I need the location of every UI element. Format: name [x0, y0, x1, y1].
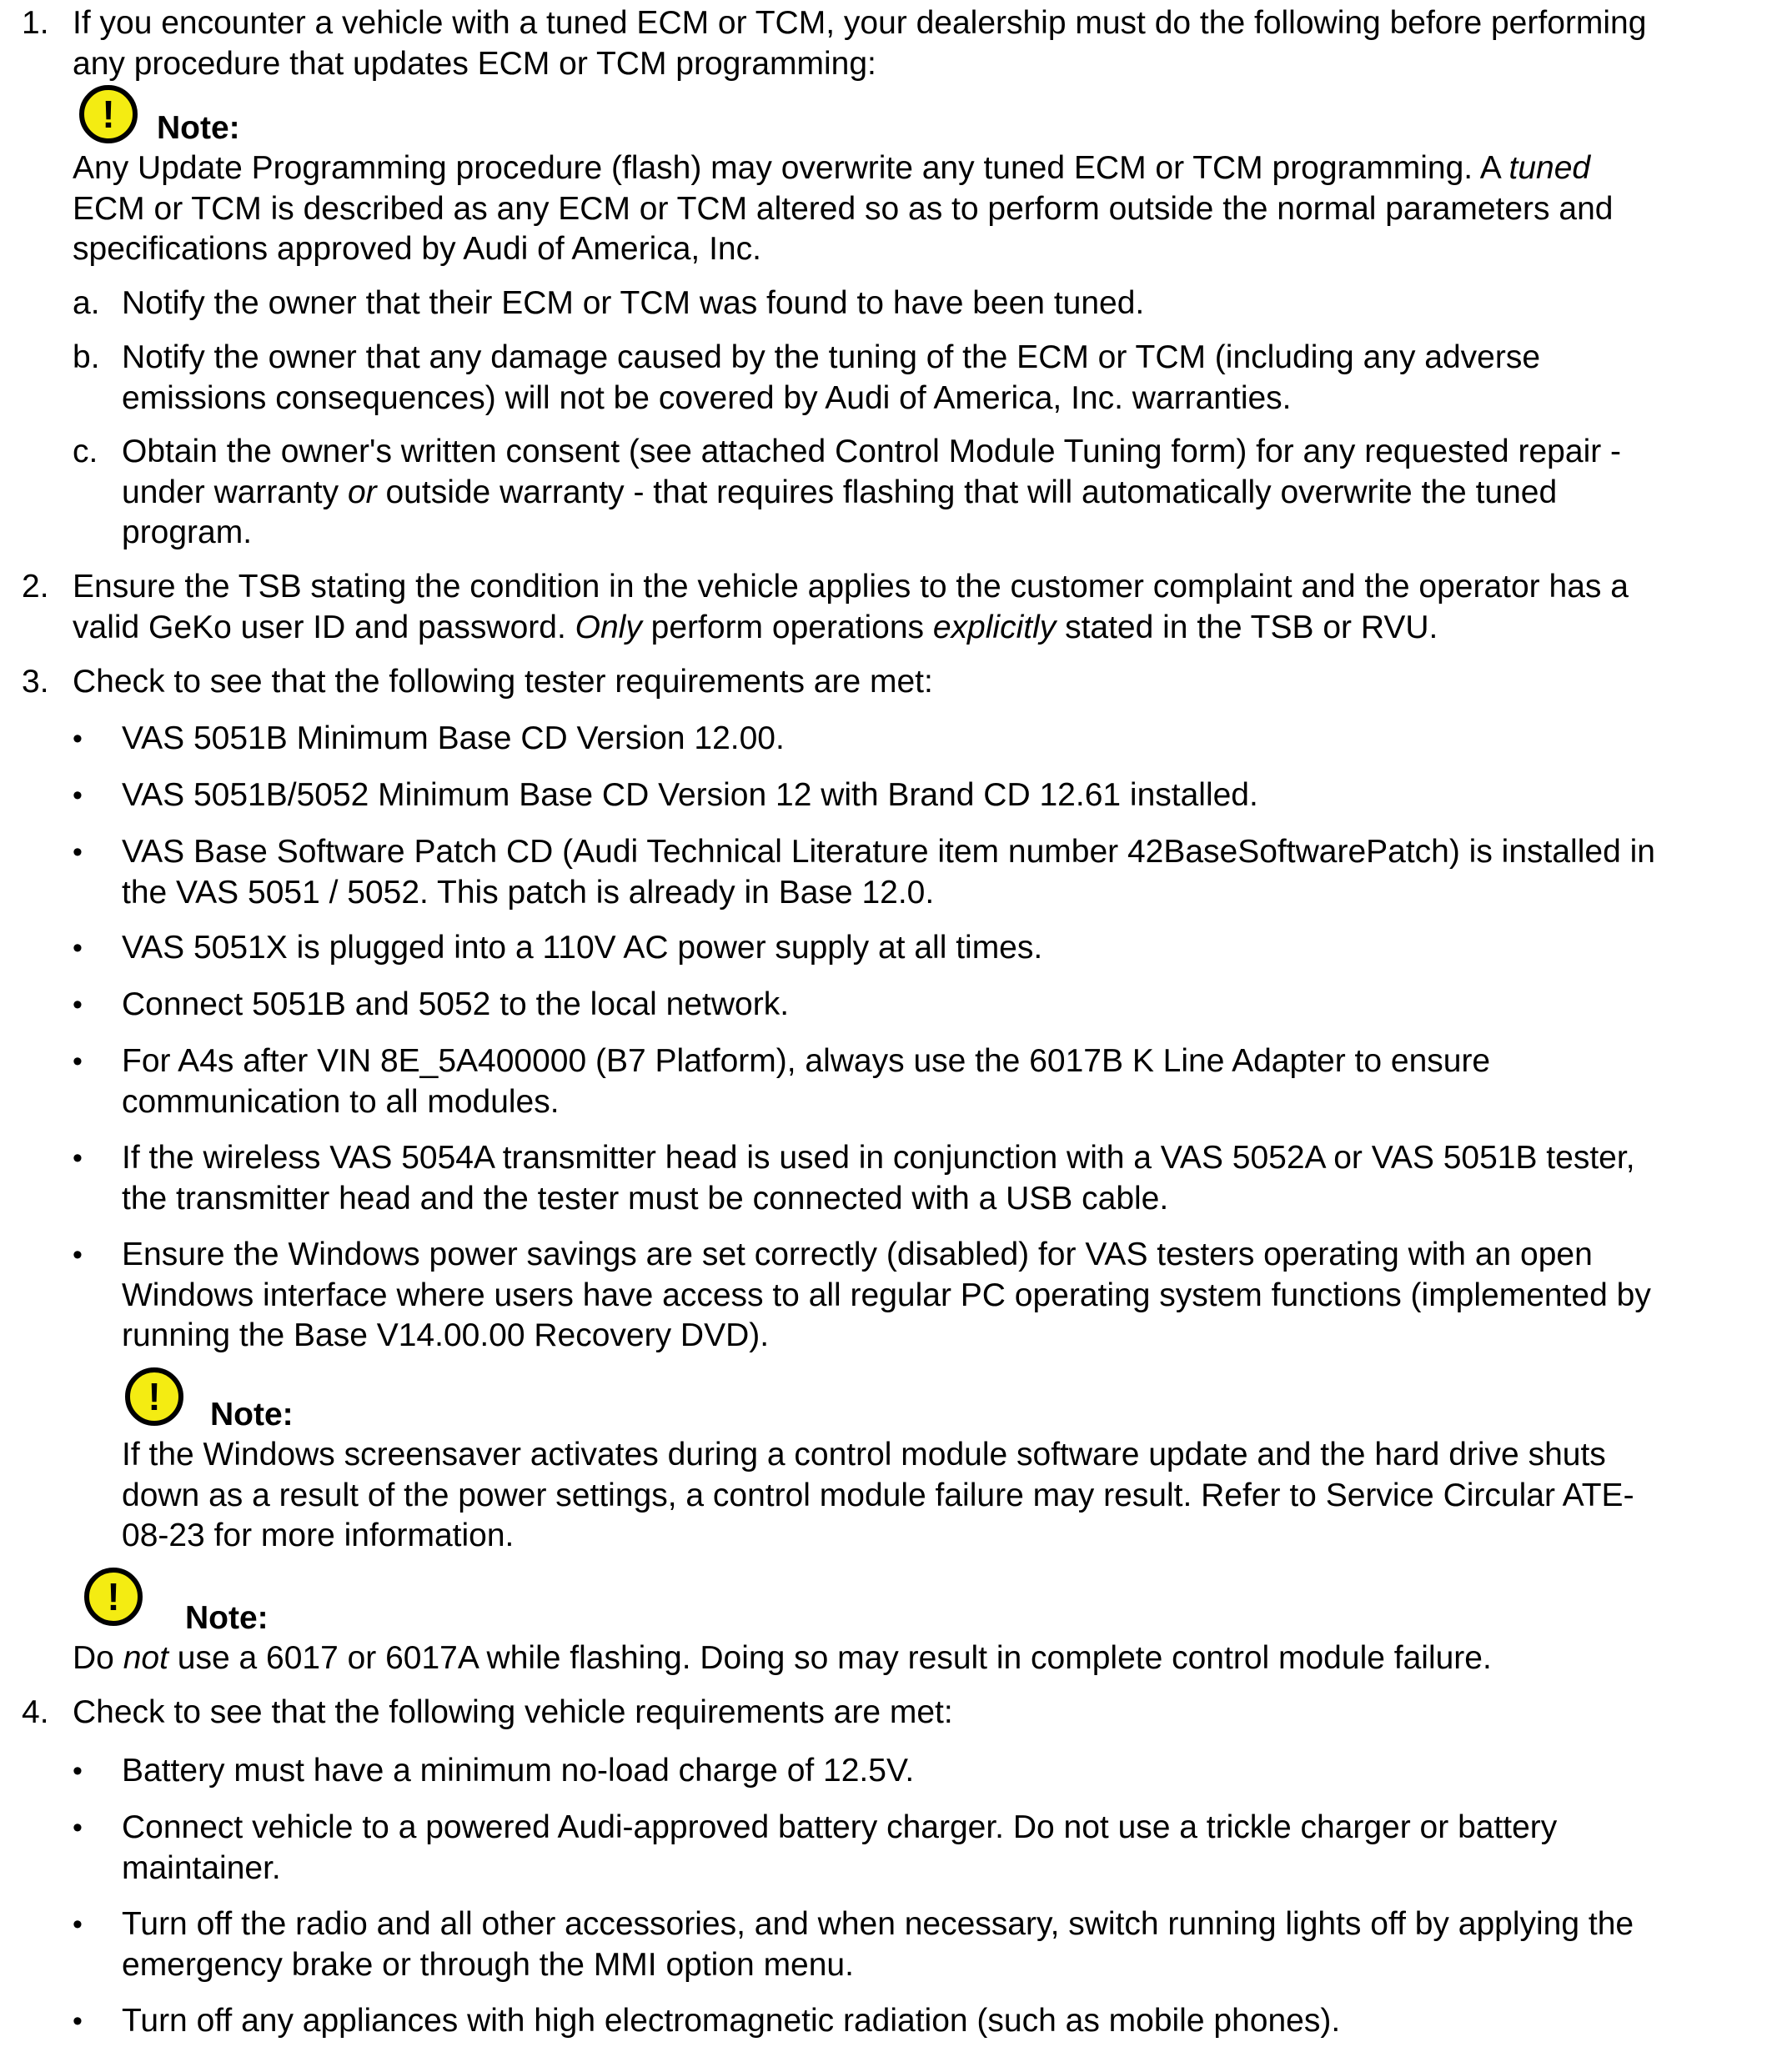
text-line: emissions consequences) will not be covered by Audi of America, Inc. warranties. — [122, 379, 1292, 416]
substep-letter: b. — [73, 339, 100, 375]
caution-icon — [79, 85, 138, 143]
bullet-text — [122, 1041, 1490, 1122]
text-line: VAS Base Software Patch CD (Audi Technical Literature item number 42BaseSoftwarePatch) is installed in — [122, 834, 1655, 870]
bullet-text — [122, 1751, 914, 1792]
text-run: under warranty — [122, 474, 348, 510]
text-line: If the wireless VAS 5054A transmitter head is used in conjunction with a VAS 5052A or VAS 5051B tester, — [122, 1140, 1635, 1176]
text-line: If the Windows screensaver activates during a control module software update and the hard drive shuts — [122, 1437, 1606, 1472]
text-line: down as a result of the power settings, a control module failure may result. Refer to Service Circular ATE- — [122, 1477, 1634, 1513]
text-line: 08-23 for more information. — [122, 1518, 515, 1553]
text-line: Ensure the TSB stating the condition in the vehicle applies to the customer complaint and the operator has a — [73, 569, 1629, 605]
step-1-text — [73, 3, 1646, 84]
text-run: perform operations — [641, 609, 933, 645]
bullet-dot: • — [73, 1046, 83, 1077]
emphasis-text: explicitly — [932, 609, 1057, 645]
exclamation-glyph: ! — [107, 1575, 120, 1618]
bullet-text — [122, 1904, 1634, 1985]
bullet-dot: • — [73, 2005, 83, 2037]
note-label: Note: — [185, 1600, 269, 1636]
text-line: For A4s after VIN 8E_5A400000 (B7 Platform), always use the 6017B K Line Adapter to ensure — [122, 1043, 1491, 1079]
caution-icon — [84, 1568, 143, 1626]
text-line: Connect vehicle to a powered Audi-approved battery charger. Do not use a trickle charger or battery — [122, 1809, 1558, 1845]
bullet-text — [122, 719, 785, 760]
substep-text — [122, 338, 1540, 419]
note-label: Note: — [157, 110, 240, 146]
bullet-text — [122, 1235, 1651, 1357]
note-label: Note: — [210, 1397, 294, 1432]
text-line: If you encounter a vehicle with a tuned ECM or TCM, your dealership must do the following before performing — [73, 5, 1647, 41]
caution-icon — [125, 1367, 183, 1426]
substep-letter: a. — [73, 285, 100, 321]
bullet-dot: • — [73, 1812, 83, 1844]
step-3-text — [73, 662, 933, 703]
step-4-text — [73, 1693, 953, 1733]
emphasis-text: not — [123, 1640, 168, 1676]
text-line: program. — [122, 514, 253, 550]
substep-text — [122, 432, 1621, 554]
bullet-dot: • — [73, 989, 83, 1021]
bullet-dot: • — [73, 836, 83, 868]
substep-letter: c. — [73, 434, 98, 469]
bullet-text — [122, 1808, 1557, 1889]
emphasis-text: Only — [575, 609, 642, 645]
substep-text — [122, 283, 1144, 324]
text-line: the transmitter head and the tester must be connected with a USB cable. — [122, 1180, 1169, 1217]
text-line: Obtain the owner's written consent (see attached Control Module Tuning form) for any requested repair - — [122, 434, 1622, 469]
bullet-dot: • — [73, 932, 83, 964]
text-line: maintainer. — [122, 1849, 281, 1886]
note-text — [122, 1435, 1634, 1557]
text-line: communication to all modules. — [122, 1083, 560, 1120]
text-line — [73, 1638, 1492, 1679]
bullet-text — [122, 775, 1258, 816]
text-line: Windows interface where users have access to all regular PC operating system functions (implemented by — [122, 1277, 1651, 1313]
text-run: stated in the TSB or RVU. — [1056, 609, 1438, 645]
exclamation-glyph: ! — [102, 93, 115, 136]
text-line: VAS 5051B/5052 Minimum Base CD Version 12 with Brand CD 12.61 installed. — [122, 777, 1258, 813]
text-line: Turn off any appliances with high electromagnetic radiation (such as mobile phones). — [122, 2003, 1341, 2039]
text-line: the VAS 5051 / 5052. This patch is already in Base 12.0. — [122, 874, 935, 911]
bullet-dot: • — [73, 1142, 83, 1174]
bullet-dot: • — [73, 780, 83, 811]
text-line: VAS 5051B Minimum Base CD Version 12.00. — [122, 720, 785, 756]
step-number: 2. — [22, 569, 49, 605]
bullet-dot: • — [73, 1909, 83, 1940]
step-2-text — [73, 567, 1629, 648]
text-line — [73, 148, 1613, 189]
text-run: use a 6017 or 6017A while flashing. Doing so may result in complete control module failure. — [168, 1640, 1492, 1676]
text-line: Ensure the Windows power savings are set correctly (disabled) for VAS testers operating with an open — [122, 1237, 1593, 1272]
bullet-text — [122, 985, 789, 1026]
text-line: any procedure that updates ECM or TCM programming: — [73, 45, 876, 82]
bullet-text — [122, 832, 1655, 913]
text-line: Notify the owner that any damage caused by the tuning of the ECM or TCM (including any adverse — [122, 339, 1541, 375]
text-line: emergency brake or through the MMI option menu. — [122, 1946, 854, 1983]
text-line: VAS 5051X is plugged into a 110V AC power supply at all times. — [122, 930, 1043, 966]
text-line — [73, 608, 1629, 649]
bullet-dot: • — [73, 723, 83, 755]
bullet-dot: • — [73, 1239, 83, 1271]
emphasis-text: tuned — [1508, 150, 1591, 186]
text-line: Battery must have a minimum no-load charge of 12.5V. — [122, 1753, 915, 1789]
text-line: ECM or TCM is described as any ECM or TCM altered so as to perform outside the normal parameters and — [73, 190, 1614, 227]
step-number: 4. — [22, 1694, 49, 1730]
text-run: valid GeKo user ID and password. — [73, 609, 575, 645]
bullet-text — [122, 1138, 1635, 1219]
note-text — [73, 148, 1613, 270]
text-line: specifications approved by Audi of America, Inc. — [73, 231, 761, 267]
text-line: Check to see that the following vehicle requirements are met: — [73, 1694, 953, 1730]
text-line: Turn off the radio and all other accessories, and when necessary, switch running lights off by applying the — [122, 1906, 1634, 1942]
text-line: running the Base V14.00.00 Recovery DVD). — [122, 1317, 770, 1353]
bullet-text — [122, 928, 1042, 969]
text-run: Do — [73, 1640, 123, 1676]
text-run: outside warranty - that requires flashing that will automatically overwrite the tuned — [376, 474, 1558, 510]
text-line: Check to see that the following tester requirements are met: — [73, 664, 933, 700]
bullet-dot: • — [73, 1755, 83, 1787]
emphasis-text: or — [347, 474, 377, 510]
step-number: 1. — [22, 5, 49, 41]
text-line: Connect 5051B and 5052 to the local network. — [122, 986, 790, 1022]
text-run: Any Update Programming procedure (flash) may overwrite any tuned ECM or TCM programming. A — [73, 150, 1509, 186]
step-number: 3. — [22, 664, 49, 700]
note-text — [73, 1638, 1492, 1679]
text-line: Notify the owner that their ECM or TCM was found to have been tuned. — [122, 285, 1145, 321]
exclamation-glyph: ! — [148, 1375, 161, 1418]
text-line — [122, 473, 1621, 514]
bullet-text — [122, 2001, 1340, 2042]
